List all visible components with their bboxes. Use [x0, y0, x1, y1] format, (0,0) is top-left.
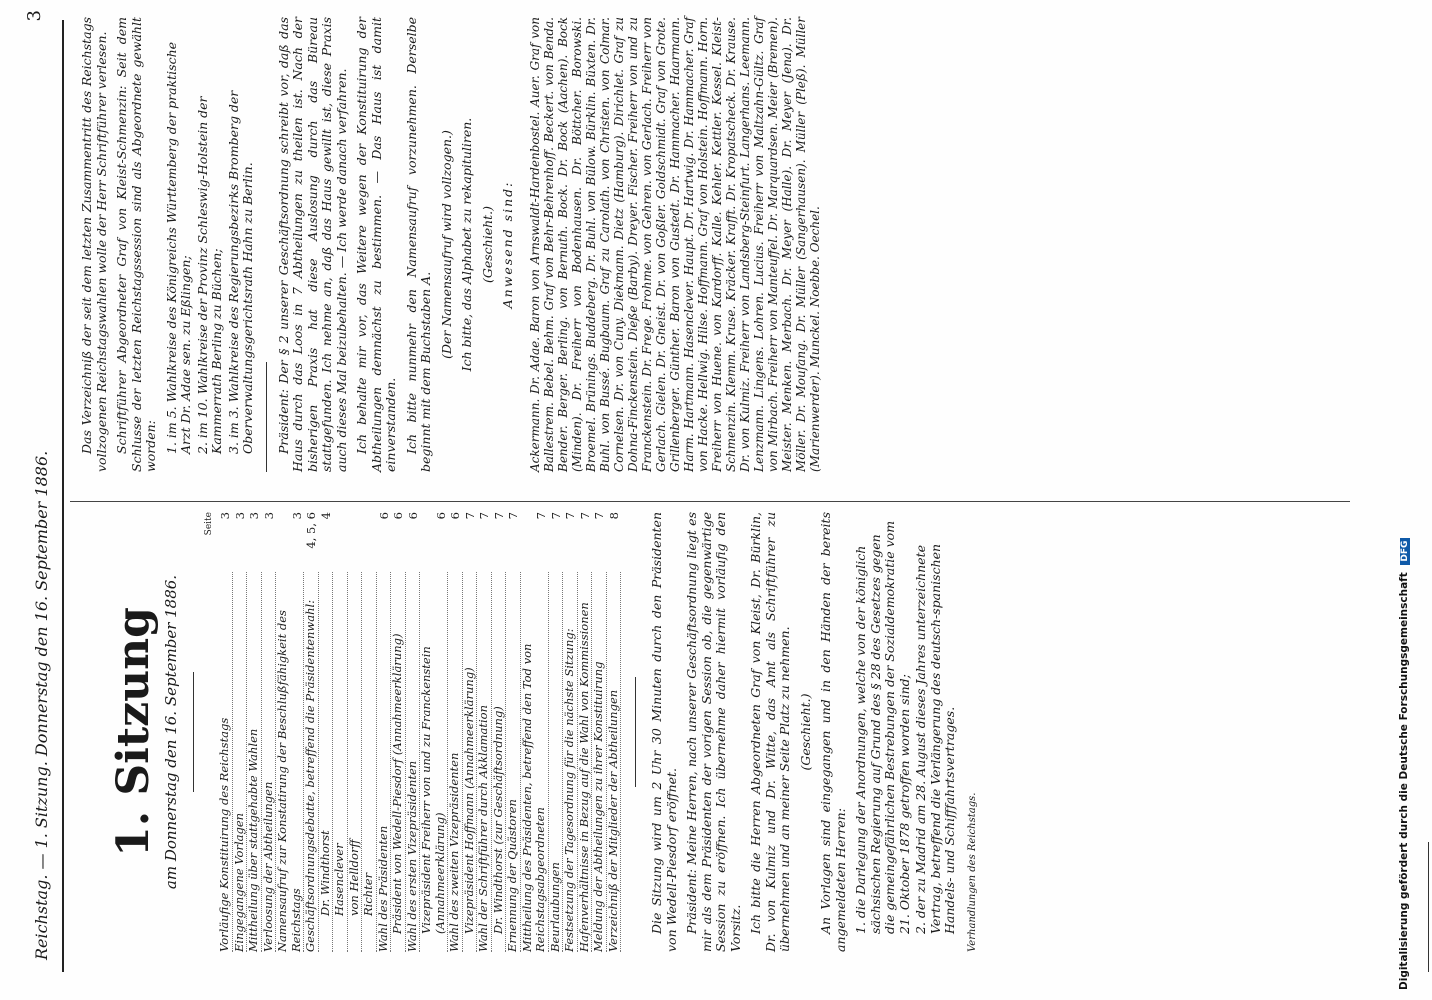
toc-entry-text: Vizepräsident Freiherr von und zu Franckenstein (Annahmeerklärung): [420, 572, 448, 952]
toc-entry-text: Ernennung der Quästoren: [506, 572, 521, 952]
toc-entry: [477, 512, 492, 952]
rekapituliren-paragraph: Ich bitte, das Alphabet zu rekapituliren.: [459, 117, 474, 372]
toc-rule: [635, 677, 636, 787]
session-title: 1. Sitzung: [108, 607, 159, 857]
title-rule: [193, 672, 194, 792]
namensaufruf-paragraph: Ich bitte nunmehr den Namensaufruf vorzunehmen. Derselbe beginnt mit dem Buchstaben A.: [403, 17, 433, 472]
toc-entry-text: Geschäftsordnungsdebatte, betreffend die Präsidentenwahl:: [304, 572, 319, 952]
namensaufruf-note: (Der Namensaufruf wird vollzogen.): [438, 130, 454, 359]
toc-entry: [218, 512, 233, 952]
toc-entry: [420, 512, 448, 952]
toc-entry-text: Richter: [362, 572, 377, 952]
toc-entry: [247, 512, 262, 952]
toc-entry-text: Vizepräsident Hoffmann (Annahmeerklärung): [463, 572, 478, 952]
toc-entry-text: Hasenclever: [333, 572, 348, 952]
vorlage-item-2: 2. der zu Madrid am 28. August dieses Jahres unterzeichnete Vertrag, betreffend die Verlängerung des deutsch-spanischen Handels- und Schifffahrtsvertrages.: [913, 543, 957, 934]
opening-paragraph: Die Sitzung wird um 2 Uhr 30 Minuten durch den Präsidenten von Wedell-Piesdorf eröffnet.: [649, 512, 679, 952]
toc-entry: [348, 512, 363, 952]
dfg-badge: DFG: [1400, 538, 1410, 565]
header-rule: [62, 20, 64, 972]
toc-entry-text: Präsident von Wedell-Piesdorf (Annahmeerklärung): [391, 572, 406, 952]
toc-entry: [406, 512, 421, 952]
president-paragraph: Präsident: Meine Herren, nach unserer Geschäftsordnung liegt es mir als dem Präsidenten der vorigen Session ob, die gegenwärtige Session zu eröffnen. Ich übernehme daher hiermit vorläufig den Vorsitz.: [684, 512, 743, 952]
konstituirung-paragraph: Ich behalte mir vor, das Weitere wegen der Konstituirung der Abtheilungen demnächst zu bestimmen. — Das Haus ist damit einverstanden.: [354, 17, 398, 472]
toc-entry-page: 3: [289, 512, 304, 520]
toc-entry-page: 3: [232, 512, 247, 520]
toc-entry-page: 6: [433, 512, 448, 520]
toc-entry-page: 7: [534, 512, 548, 520]
toc-entry-page: 3: [247, 512, 261, 520]
toc-entry: [319, 512, 334, 952]
header-title: Reichstag. — 1. Sitzung. Donnerstag den 16. September 1886.: [32, 450, 51, 960]
toc-entry: [377, 512, 392, 952]
toc-entry-page: 4, 5, 6: [304, 512, 318, 549]
toc-entry-text: Eingegangene Vorlagen: [233, 572, 248, 952]
geschieht-note: (Geschieht.): [797, 693, 813, 771]
running-header: [26, 28, 56, 960]
toc-entry-text: Wahl des Präsidenten: [377, 572, 392, 952]
toc-entry-text: Vorläufige Konstituirung des Reichstags: [218, 572, 233, 952]
toc-entry-text: Wahl des zweiten Vizepräsidenten: [448, 572, 463, 952]
schriftfuehrer-report: Schriftführer Abgeordneter Graf von Kleist-Schmenzin: Seit dem Schlusse der letzten Reichstagssession sind als Abgeordnete gewählt worden:: [114, 17, 158, 472]
toc-entry: [506, 512, 521, 952]
digitization-credit: [1398, 10, 1410, 990]
toc-entry: [521, 512, 549, 952]
bottom-short-rule: [1428, 842, 1429, 972]
toc-entry-text: Wahl des ersten Vizepräsidenten: [406, 572, 421, 952]
toc-entry: [578, 512, 593, 952]
toc-entry-page: 6: [448, 512, 462, 520]
toc-entry: [549, 512, 564, 952]
toc-entry: [492, 512, 507, 952]
toc-entry-text: Mittheilung des Präsidenten, betreffend den Tod von Reichstagsabgeordneten: [521, 572, 549, 952]
toc-entry-page: 3: [218, 512, 232, 520]
toc-entry-page: 7: [506, 512, 520, 520]
toc-entry: [233, 512, 248, 952]
toc-entry-page: 6: [405, 512, 420, 520]
section-rule: [266, 362, 267, 472]
page-number: 3: [24, 10, 45, 22]
attendance-list: Ackermann. Dr. Adae. Baron von Arnswaldt-Hardenbostel. Auer. Graf von Ballestrem. Bebel. Behm. Graf von Behr-Behrenhoff. Beckert. von Benda. Bender. Berger. Berling. von Bernuth. Bock. Dr. Bock (Aachen). Bock (Minden). Dr. Freiherr von Bodenhausen. Dr. Böttcher. Borowski. Broemel. Brünings. Buddeberg. Dr. Buhl. von Bülow. Bürklin. Büxten. Dr. Buhl. von Bussé. Bugbaum. Graf zu Carolath. von Christen. von Colmar. Cornelsen. Dr. von Cuny. Diekmann. Dietz (Hamburg). Dirichlet. Graf zu Dohna-Finckenstein. Dieße (Barby). Dreyer. Fischer. Freiherr von und zu Franckenstein. Dr. Frege. Frohme. von Gehren. von Gerlach. Freiherr von Gerlach. Gielen. Dr. Gneist. Dr. von Goßler. Goldschmidt. Graf von Grote. Grillenberger. Günther. Baron von Gustedt. Dr. Hammacher. Haarmann. Harm. Hartmann. Hasenclever. Haupt. Dr. Hartwig. Dr. Hammacher. Graf von Hacke. Hellwig. Hilse. Hoffmann. Graf von Holstein. Hoffmann. Horn. Freiherr von Huene. von Kardorff. Kalle. Kehler. Kettler. Kessel. Kleist-Schmenzin. Klemm. Kruse. Kräcker. Krafft. Dr. Kropatscheck. Dr. Krause. Dr. von Kulmiz. Freiherr von Landsberg-Steinfurt. Langerhans. Leemann. Lenzmann. Lingens. Lohren. Lucius. Freiherr von Maltzahn-Gültz. Graf von Mirbach. Freiherr von Manteuffel. Dr. Marquardsen. Meier (Bremen). Meister. Menken. Merbach. Dr. Meyer (Halle). Dr. Meyer (Jena). Dr. Möller. Dr. Moufang. Dr. Müller (Sangerhausen). Müller (Pleß). Müller (Marienwerder). Munckel. Noebbe. Oechel.: [527, 17, 822, 472]
right-column: [74, 17, 834, 472]
footer-note: Verhandlungen des Reichstags.: [966, 792, 978, 952]
toc-entry: [592, 512, 607, 952]
toc-entry-page: 6: [391, 512, 405, 520]
toc-entry-text: Dr. Windthorst: [319, 572, 334, 952]
toc-entry-text: Meldung der Abtheilungen zu ihrer Konstituirung: [592, 572, 607, 952]
table-of-contents: [218, 512, 621, 952]
anwesend-heading: Anwesend sind:: [500, 180, 515, 309]
toc-entry-page: 6: [376, 512, 391, 520]
wahl-item-2: 2. im 10. Wahlkreise der Provinz Schleswig-Holstein der Kammerrath Berling zu Büchen;: [194, 96, 224, 454]
seite-label: Seite: [203, 512, 214, 536]
toc-entry: [333, 512, 348, 952]
toc-entry-page: 7: [462, 512, 477, 520]
geschaeftsordnung-paragraph: Präsident: Der § 2 unserer Geschäftsordnung schreibt vor, daß das Haus durch das Loos in 7 Abtheilungen zu theilen ist. Nach der bisherigen Praxis hat diese Auslosung durch das Büreau stattgefunden. Ich nehme an, daß das Haus gewillt ist, diese Praxis auch dieses Mal beizubehalten. — Ich werde danach verfahren.: [275, 17, 349, 472]
toc-entry-text: Dr. Windthorst (zur Geschäftsordnung): [492, 572, 507, 952]
left-body: [650, 512, 980, 952]
toc-entry: [563, 512, 578, 952]
left-column: [74, 512, 986, 952]
vorlage-item-1: 1. die Darlegung der Anordnungen, welche von der königlich sächsischen Regierung auf Grund des § 28 des Gesetzes gegen die gemeingefährlichen Bestrebungen der Sozialdemokratie vom 21. Oktober 1878 getroffen worden sind;: [853, 520, 912, 934]
geschieht-note-2: (Geschieht.): [479, 205, 495, 284]
toc-entry-page: 7: [563, 512, 577, 520]
vorlagen-paragraph: An Vorlagen sind eingegangen und in den Händen der bereits angemeldeten Herren:: [818, 512, 848, 952]
toc-entry-text: Namensaufruf zur Konstatirung der Beschlußfähigkeit des Reichstags: [276, 572, 304, 952]
session-date: am Donnerstag den 16. September 1886.: [162, 574, 180, 890]
toc-entry-page: 7: [577, 512, 592, 520]
column-divider: [70, 501, 1350, 502]
toc-entry: [276, 512, 304, 952]
toc-entry-page: 7: [477, 512, 491, 520]
toc-entry-text: Festsetzung der Tagesordnung für die nächste Sitzung:: [563, 572, 578, 952]
toc-entry-page: 7: [548, 512, 563, 520]
toc-entry-text: Verloosung der Abtheilungen: [262, 572, 277, 952]
toc-entry: [463, 512, 478, 952]
wahl-item-3: 3. im 3. Wahlkreise des Regierungsbezirks Bromberg der Oberverwaltungsgerichtsrath Hahn zu Berlin.: [225, 90, 255, 454]
toc-entry-page: 8: [606, 512, 621, 520]
toc-entry: [448, 512, 463, 952]
toc-entry-text: von Helldorff: [348, 572, 363, 952]
toc-entry: [607, 512, 622, 952]
toc-entry-text: Hafenverhältnisse in Bezug auf die Wahl von Kommissionen: [578, 572, 593, 952]
toc-entry-text: Verzeichniß der Mitglieder der Abtheilungen: [607, 572, 622, 952]
toc-entry-text: Wahl der Schriftführer durch Akklamation: [477, 572, 492, 952]
toc-entry: [362, 512, 377, 952]
toc-entry-page: 7: [491, 512, 506, 520]
wahl-item-1: 1. im 5. Wahlkreise des Königreichs Württemberg der praktische Arzt Dr. Adae sen. zu Eßlingen;: [163, 41, 193, 454]
toc-entry: [391, 512, 406, 952]
toc-entry-page: 7: [592, 512, 606, 520]
toc-entry-page: 3: [261, 512, 276, 520]
toc-entry: [304, 512, 319, 952]
verzeichnis-paragraph: Das Verzeichniß der seit dem letzten Zusammentritt des Reichstags vollzogenen Reichstagswahlen wolle der Herr Schriftführer verlesen.: [79, 17, 109, 472]
schriftfuehrer-paragraph: Ich bitte die Herren Abgeordneten Graf von Kleist, Dr. Bürklin, Dr. von Kulmiz und Dr. Witte, das Amt als Schriftführer zu übernehmen und an meiner Seite Platz zu nehmen.: [748, 512, 792, 952]
toc-entry: [262, 512, 277, 952]
credit-text: Digitalisierung gefördert durch die Deutsche Forschungsgemeinschaft: [1398, 572, 1410, 990]
toc-entry-text: Beurlaubungen: [549, 572, 564, 952]
toc-entry-page: 4: [318, 512, 333, 520]
toc-entry-text: Mittheilung über stattgehabte Wahlen: [247, 572, 262, 952]
